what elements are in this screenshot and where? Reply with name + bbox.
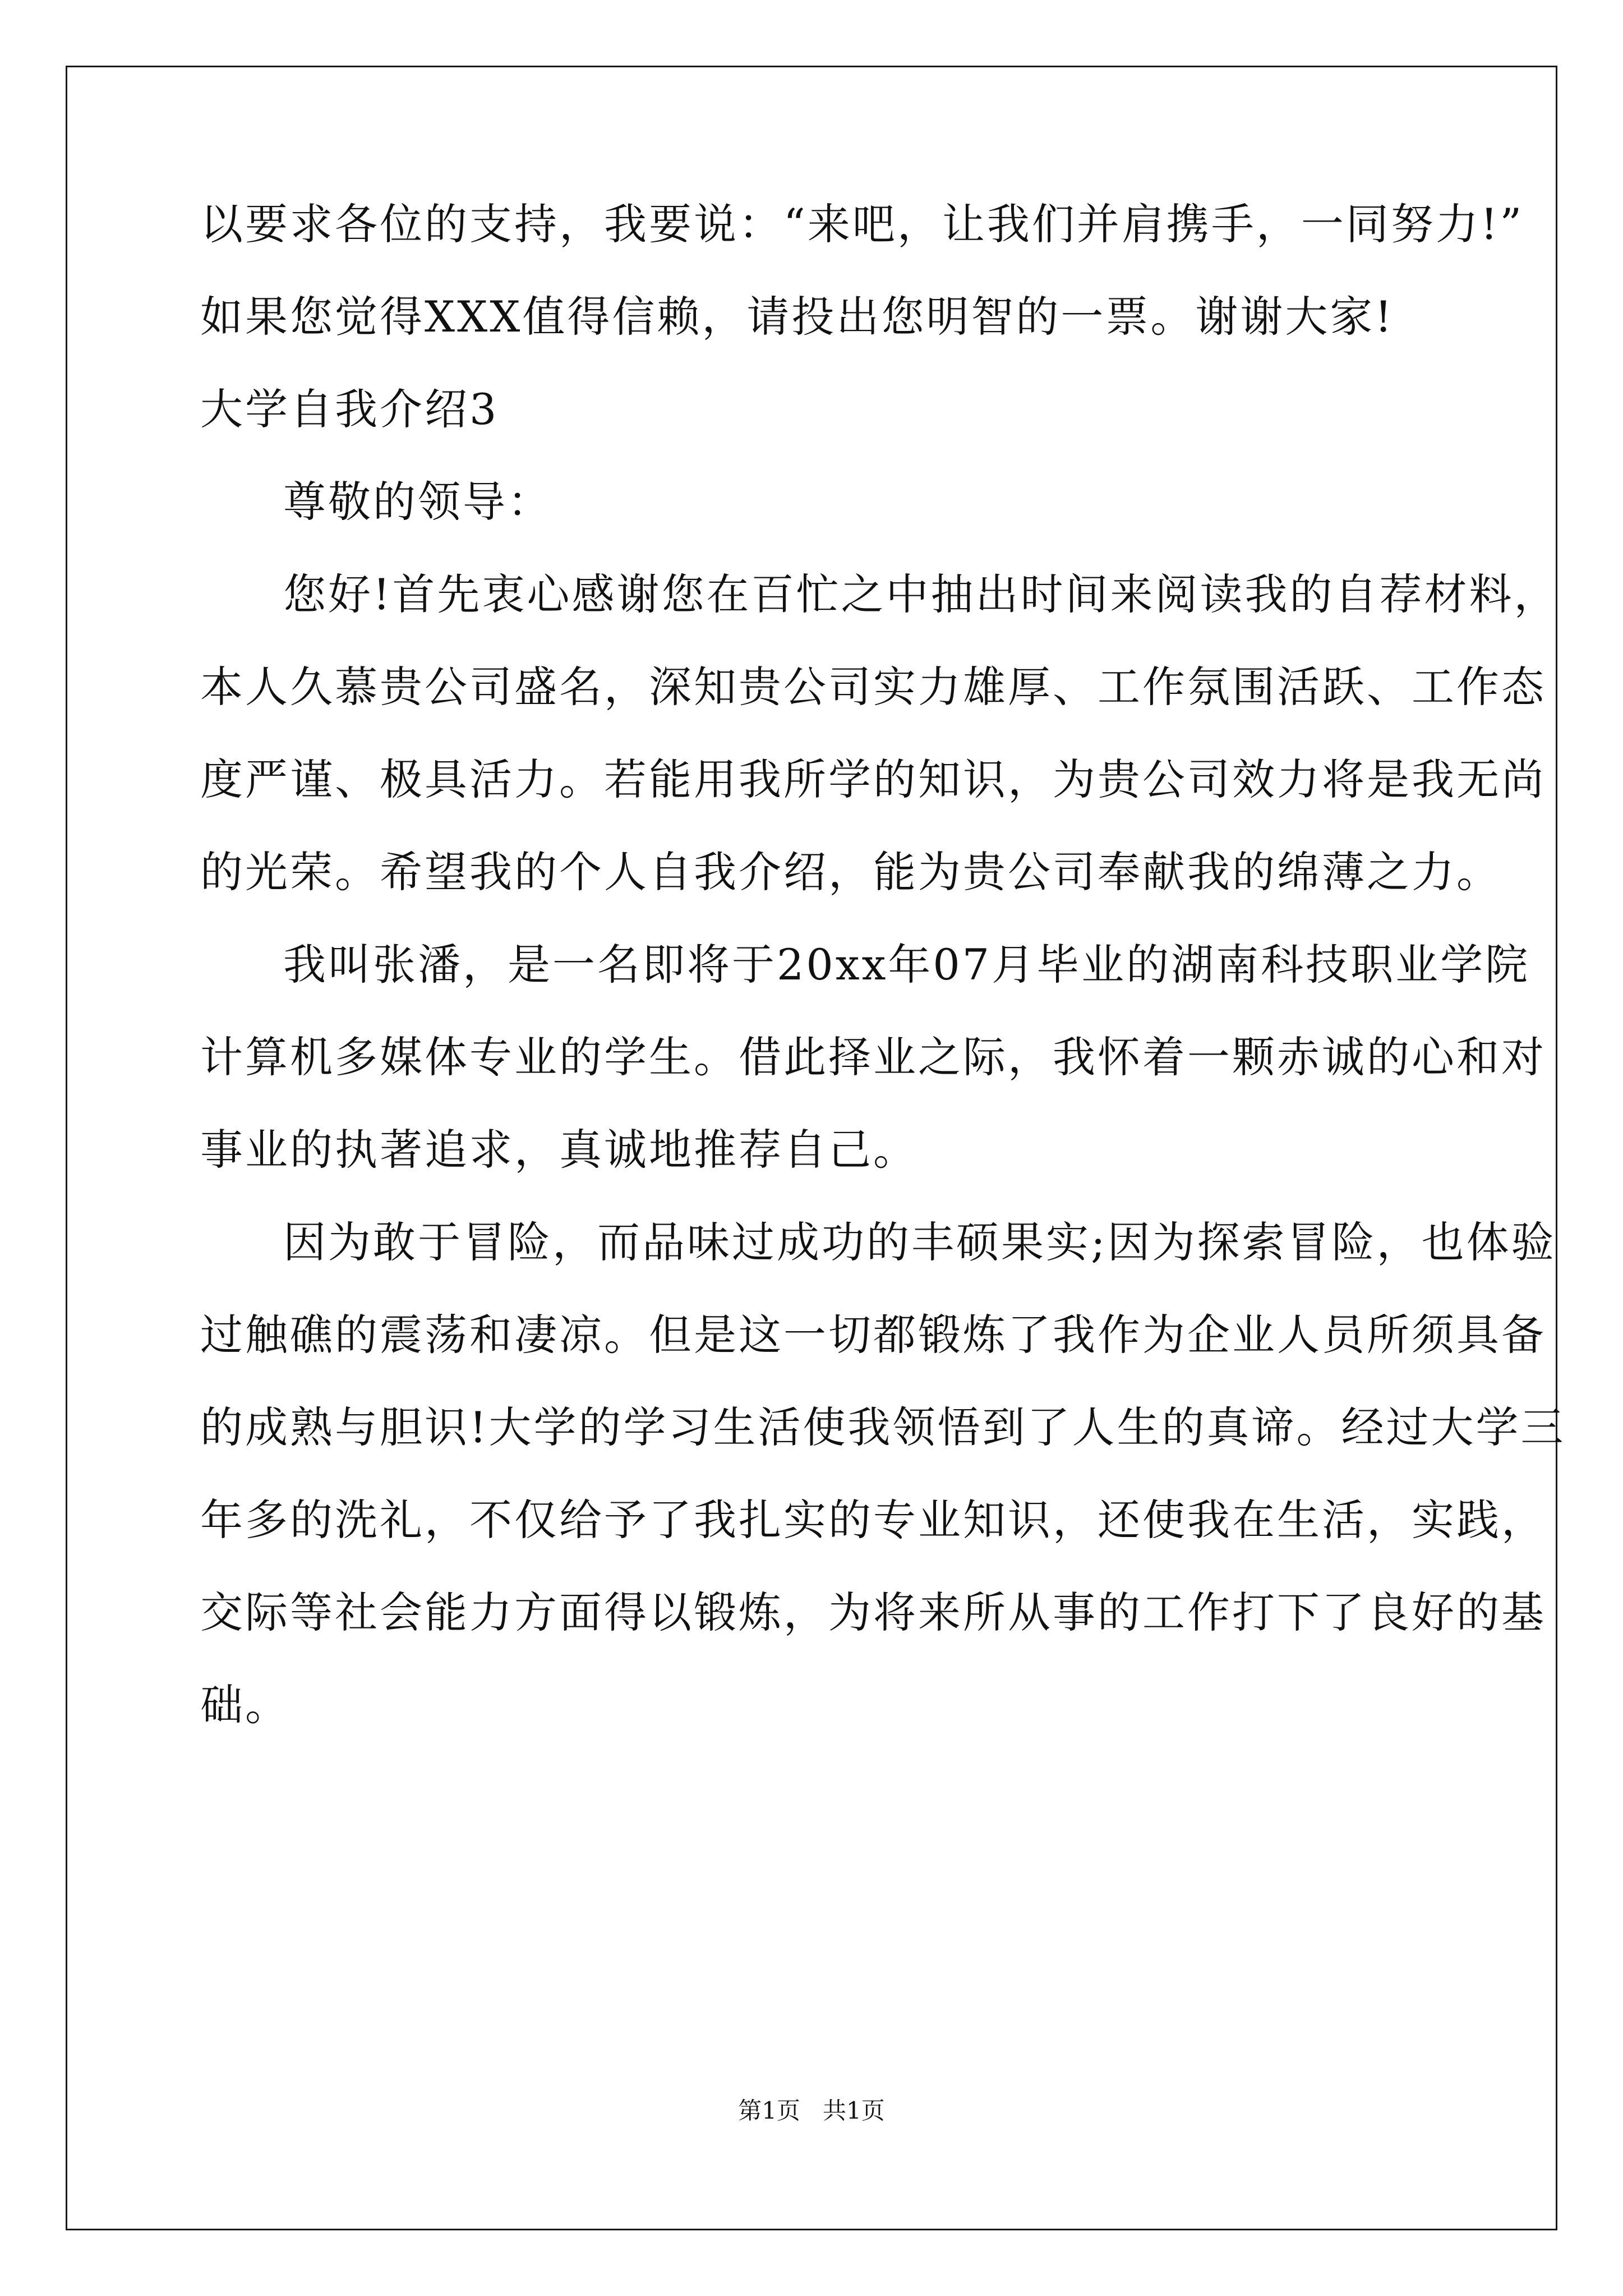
text-line: 以要求各位的支持，我要说：“来吧，让我们并肩携手，一同努力!” [200, 199, 1524, 249]
text-line: 我叫张潘，是一名即将于20xx年07月毕业的湖南科技职业学院 [283, 940, 1530, 990]
text-line: 础。 [200, 1680, 290, 1730]
text-line: 度严谨、极具活力。若能用我所学的知识，为贵公司效力将是我无尚 [200, 754, 1546, 804]
text-line: 交际等社会能力方面得以锻炼，为将来所从事的工作打下了良好的基 [200, 1588, 1546, 1637]
text-line: 年多的洗礼，不仅给予了我扎实的专业知识，还使我在生活，实践， [200, 1495, 1546, 1545]
text-line: 因为敢于冒险，而品味过成功的丰硕果实;因为探索冒险，也体验 [283, 1217, 1556, 1267]
text-line: 的成熟与胆识!大学的学习生活使我领悟到了人生的真谛。经过大学三 [200, 1402, 1566, 1452]
text-line: 如果您觉得XXX值得信赖，请投出您明智的一票。谢谢大家! [200, 292, 1394, 342]
text-line: 的光荣。希望我的个人自我介绍，能为贵公司奉献我的绵薄之力。 [200, 847, 1501, 897]
text-line: 计算机多媒体专业的学生。借此择业之际，我怀着一颗赤诚的心和对 [200, 1032, 1546, 1082]
salutation: 尊敬的领导： [283, 477, 552, 527]
text-line: 您好!首先衷心感谢您在百忙之中抽出时间来阅读我的自荐材料， [283, 569, 1559, 619]
text-line: 本人久慕贵公司盛名，深知贵公司实力雄厚、工作氛围活跃、工作态 [200, 662, 1546, 712]
page-number-footer: 第1页 共1页 [738, 2097, 885, 2124]
text-line: 事业的执著追求，真诚地推荐自己。 [200, 1125, 918, 1175]
section-heading: 大学自我介绍3 [200, 384, 499, 434]
text-line: 过触礁的震荡和凄凉。但是这一切都锻炼了我作为企业人员所须具备 [200, 1310, 1546, 1360]
